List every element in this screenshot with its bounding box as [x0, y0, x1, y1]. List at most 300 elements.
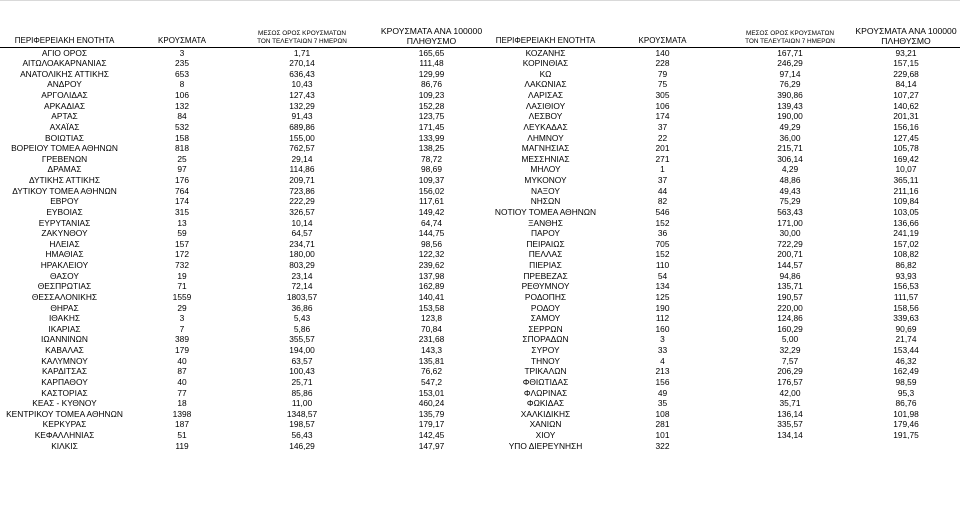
cases-cell: 35 — [657, 398, 668, 409]
avg-7day-cell: 134,14 — [777, 430, 803, 440]
table-row — [0, 218, 494, 229]
per-100k-cell: 162,89 — [418, 281, 445, 292]
table-row — [494, 377, 960, 388]
table-row — [494, 303, 960, 314]
region-cell: ΚΑΡΠΑΘΟΥ — [41, 376, 88, 387]
avg-7day-cell: 49,43 — [779, 185, 801, 196]
cases-cell: 732 — [175, 260, 189, 270]
per-100k-cell: 165,65 — [418, 47, 445, 58]
avg-7day-cell: 127,43 — [289, 90, 315, 100]
table-row — [0, 377, 494, 388]
region-cell: ΚΕΡΚΥΡΑΣ — [42, 419, 87, 430]
per-100k-cell: 86,76 — [421, 79, 442, 90]
table-row — [0, 58, 494, 69]
table-row — [494, 122, 960, 133]
table-row — [494, 111, 960, 122]
per-100k-cell: 140,41 — [418, 291, 445, 302]
region-cell: ΞΑΝΘΗΣ — [528, 217, 563, 228]
cases-table-left — [0, 22, 494, 451]
table-row — [0, 228, 494, 239]
avg-7day-cell: 76,29 — [779, 79, 801, 90]
region-cell: ΠΕΙΡΑΙΩΣ — [526, 238, 565, 249]
header-cases: ΚΡΟΥΣΜΑΤΑ — [638, 35, 687, 45]
region-cell: ΣΕΡΡΩΝ — [528, 323, 563, 334]
region-cell: ΜΥΚΟΝΟΥ — [524, 175, 567, 185]
cases-table-right — [494, 22, 960, 451]
cases-cell: 705 — [655, 238, 670, 249]
table-row — [0, 186, 494, 197]
table-row — [0, 313, 494, 324]
avg-7day-cell: 36,00 — [779, 132, 801, 143]
avg-7day-cell: 7,57 — [781, 355, 799, 366]
per-100k-cell: 111,48 — [419, 58, 444, 69]
avg-7day-cell: 689,86 — [289, 121, 315, 132]
region-cell: ΡΕΘΥΜΝΟΥ — [521, 281, 570, 292]
avg-7day-cell: 114,86 — [289, 164, 315, 175]
table-row — [0, 196, 494, 207]
cases-cell: 134 — [655, 281, 670, 292]
table-row — [494, 419, 960, 430]
per-100k-cell: 201,31 — [893, 111, 919, 122]
cases-cell: 37 — [657, 175, 668, 185]
avg-7day-cell: 563,43 — [777, 206, 803, 217]
region-cell: ΝΟΤΙΟΥ ΤΟΜΕΑ ΑΘΗΝΩΝ — [494, 206, 597, 217]
avg-7day-cell: 723,86 — [289, 185, 315, 196]
per-100k-cell: 138,25 — [418, 143, 445, 154]
table-row — [494, 324, 960, 335]
avg-7day-cell: 100,43 — [289, 366, 315, 377]
table-row — [494, 409, 960, 420]
per-100k-cell: 153,01 — [418, 387, 445, 398]
cases-cell: 532 — [175, 121, 189, 132]
per-100k-cell: 64,74 — [421, 217, 442, 228]
avg-7day-cell: 64,57 — [291, 228, 313, 239]
avg-7day-cell: 762,57 — [289, 143, 315, 154]
per-100k-cell: 339,63 — [893, 313, 919, 324]
header-per-100k: ΚΡΟΥΣΜΑΤΑ ΑΝΑ 100000 ΠΛΗΘΥΣΜΟ — [380, 25, 483, 46]
avg-7day-cell: 91,43 — [291, 111, 313, 122]
cases-cell: 3 — [179, 47, 185, 58]
region-cell: ΚΑΣΤΟΡΙΑΣ — [41, 387, 88, 398]
per-100k-cell: 239,62 — [418, 260, 445, 270]
cases-cell: 152 — [655, 249, 670, 260]
table-row — [0, 303, 494, 314]
header-per-100k: ΚΡΟΥΣΜΑΤΑ ΑΝΑ 100000 ΠΛΗΘΥΣΜΟ — [855, 25, 957, 46]
avg-7day-cell: 139,43 — [777, 100, 803, 111]
avg-7day-cell: 94,86 — [779, 270, 801, 281]
cases-cell: 190 — [655, 302, 670, 313]
per-100k-cell: 84,14 — [895, 79, 917, 90]
avg-7day-cell: 246,29 — [777, 58, 803, 69]
avg-7day-cell: 1348,57 — [286, 408, 318, 419]
cases-cell: 29 — [177, 302, 187, 313]
avg-7day-cell: 56,43 — [291, 430, 313, 440]
region-cell: ΗΛΕΙΑΣ — [49, 238, 80, 249]
avg-7day-cell: 326,57 — [289, 206, 315, 217]
avg-7day-cell: 206,29 — [777, 366, 803, 377]
avg-7day-cell: 97,14 — [779, 68, 801, 79]
cases-cell: 3 — [660, 334, 665, 345]
per-100k-cell: 78,72 — [421, 153, 442, 164]
table-row — [494, 398, 960, 409]
header-cases: ΚΡΟΥΣΜΑΤΑ — [158, 35, 206, 45]
region-cell: ΕΥΡΥΤΑΝΙΑΣ — [38, 217, 91, 228]
table-row — [0, 409, 494, 420]
avg-7day-cell: 124,86 — [777, 313, 803, 324]
per-100k-cell: 117,61 — [419, 196, 444, 207]
cases-cell: 764 — [175, 185, 189, 196]
per-100k-cell: 21,74 — [895, 334, 917, 345]
table-row — [494, 228, 960, 239]
avg-7day-cell: 5,86 — [293, 323, 311, 334]
per-100k-cell: 157,02 — [893, 238, 919, 249]
per-100k-cell: 140,62 — [893, 100, 919, 111]
cases-cell: 49 — [657, 387, 668, 398]
table-row — [0, 239, 494, 250]
avg-7day-cell: 10,43 — [291, 79, 313, 90]
region-cell: ΗΜΑΘΙΑΣ — [45, 249, 84, 260]
cases-cell: 33 — [657, 345, 668, 355]
region-cell: ΚΩ — [539, 68, 552, 79]
cases-cell: 174 — [175, 196, 189, 207]
region-cell: ΑΧΑΪΑΣ — [49, 121, 80, 132]
cases-cell: 97 — [177, 164, 187, 175]
cases-cell: 235 — [175, 58, 189, 69]
cases-cell: 75 — [657, 79, 668, 90]
region-cell: ΧΙΟΥ — [535, 430, 556, 440]
per-100k-cell — [852, 441, 960, 452]
cases-cell: 156 — [655, 376, 670, 387]
avg-7day-cell: 160,29 — [777, 323, 803, 334]
per-100k-cell: 46,32 — [895, 355, 917, 366]
table-row — [0, 292, 494, 303]
table-header-row — [494, 22, 960, 47]
cases-cell: 1559 — [172, 291, 192, 302]
avg-7day-cell: 35,71 — [779, 398, 801, 409]
region-cell: ΑΡΤΑΣ — [51, 111, 78, 122]
table-row — [494, 281, 960, 292]
region-cell: ΔΥΤΙΚΟΥ ΤΟΜΕΑ ΑΘΗΝΩΝ — [12, 185, 117, 196]
cases-cell: 119 — [175, 440, 189, 451]
table-row — [494, 313, 960, 324]
cases-cell: 172 — [175, 249, 189, 260]
per-100k-cell: 98,69 — [421, 164, 442, 175]
table-row — [0, 101, 494, 112]
per-100k-cell: 156,53 — [893, 281, 919, 292]
per-100k-cell: 76,62 — [421, 366, 442, 377]
table-row — [0, 154, 494, 165]
cases-cell: 18 — [177, 398, 187, 409]
table-row — [494, 334, 960, 345]
per-100k-cell: 95,3 — [897, 387, 915, 398]
per-100k-cell: 547,2 — [421, 376, 442, 387]
avg-7day-cell: 132,29 — [289, 100, 315, 111]
table-row — [494, 196, 960, 207]
per-100k-cell: 109,84 — [893, 196, 919, 207]
region-cell: ΝΑΞΟΥ — [531, 185, 560, 196]
cases-cell: 22 — [657, 132, 668, 143]
per-100k-cell: 108,82 — [893, 249, 919, 260]
avg-7day-cell: 200,71 — [777, 249, 803, 260]
table-row — [0, 356, 494, 367]
cases-cell: 174 — [655, 111, 670, 122]
per-100k-cell: 191,75 — [893, 430, 919, 440]
region-cell: ΝΗΣΩΝ — [530, 196, 561, 207]
per-100k-cell: 135,79 — [418, 408, 445, 419]
cases-cell: 653 — [175, 68, 189, 79]
per-100k-cell: 98,56 — [421, 238, 442, 249]
cases-cell: 82 — [657, 196, 668, 207]
per-100k-cell: 133,99 — [418, 132, 445, 143]
region-cell: ΥΠΟ ΔΙΕΡΕΥΝΗΣΗ — [508, 440, 583, 451]
region-cell: ΒΟΡΕΙΟΥ ΤΟΜΕΑ ΑΘΗΝΩΝ — [11, 143, 118, 154]
table-row — [0, 249, 494, 260]
avg-7day-cell: 10,14 — [291, 217, 313, 228]
per-100k-cell: 241,19 — [893, 228, 919, 239]
table-row — [0, 175, 494, 186]
table-row — [0, 143, 494, 154]
cases-cell: 54 — [657, 270, 668, 281]
header-avg-7day: ΜΕΣΟΣ ΟΡΟΣ ΚΡΟΥΣΜΑΤΩΝ ΤΟΝ ΤΕΛΕΥΤΑΙΩΝ 7 ΗΜΕΡΩΝ — [745, 29, 835, 45]
avg-7day-cell: 306,14 — [777, 153, 803, 164]
table-row — [0, 47, 494, 58]
header-avg-7day: ΜΕΣΟΣ ΟΡΟΣ ΚΡΟΥΣΜΑΤΩΝ ΤΟΝ ΤΕΛΕΥΤΑΙΩΝ 7 ΗΜΕΡΩΝ — [257, 29, 347, 45]
region-cell: ΦΘΙΩΤΙΔΑΣ — [522, 376, 569, 387]
per-100k-cell: 142,45 — [418, 430, 445, 440]
avg-7day-cell: 5,43 — [293, 313, 311, 324]
region-cell: ΧΑΝΙΩΝ — [529, 419, 562, 430]
per-100k-cell: 147,97 — [418, 440, 445, 451]
region-cell: ΚΕΝΤΡΙΚΟΥ ΤΟΜΕΑ ΑΘΗΝΩΝ — [6, 408, 123, 419]
table-row — [494, 47, 960, 58]
avg-7day-cell: 222,29 — [289, 196, 315, 207]
cases-cell: 157 — [175, 238, 189, 249]
region-cell: ΑΡΚΑΔΙΑΣ — [43, 100, 86, 111]
per-100k-cell: 105,78 — [893, 143, 919, 154]
per-100k-cell: 229,68 — [893, 68, 919, 79]
region-cell: ΕΒΡΟΥ — [50, 196, 79, 207]
avg-7day-cell: 36,86 — [291, 302, 313, 313]
region-cell: ΕΥΒΟΙΑΣ — [46, 206, 83, 217]
table-row — [0, 260, 494, 271]
table-header-row — [0, 22, 494, 47]
per-100k-cell: 109,23 — [418, 90, 445, 100]
per-100k-cell: 93,93 — [895, 270, 917, 281]
region-cell: ΠΡΕΒΕΖΑΣ — [523, 270, 568, 281]
region-cell: ΓΡΕΒΕΝΩΝ — [41, 153, 88, 164]
region-cell: ΑΝΑΤΟΛΙΚΗΣ ΑΤΤΙΚΗΣ — [20, 68, 109, 79]
region-cell: ΠΕΛΛΑΣ — [528, 249, 563, 260]
table-row — [494, 366, 960, 377]
avg-7day-cell: 1,71 — [293, 47, 311, 58]
cases-cell: 37 — [657, 121, 668, 132]
avg-7day-cell: 335,57 — [777, 419, 803, 430]
region-cell: ΔΡΑΜΑΣ — [47, 164, 82, 175]
header-region: ΠΕΡΙΦΕΡΕΙΑΚΗ ΕΝΟΤΗΤΑ — [495, 35, 596, 45]
region-cell: ΛΑΣΙΘΙΟΥ — [525, 100, 566, 111]
avg-7day-cell: 1803,57 — [286, 291, 318, 302]
table-row — [0, 271, 494, 282]
table-row — [494, 90, 960, 101]
avg-7day-cell: 144,57 — [777, 260, 803, 270]
table-row — [0, 419, 494, 430]
per-100k-cell: 153,58 — [418, 302, 445, 313]
cases-cell: 59 — [177, 228, 187, 239]
avg-7day-cell: 176,57 — [777, 376, 803, 387]
cases-cell: 112 — [655, 313, 670, 324]
cases-cell: 87 — [177, 366, 187, 377]
cases-cell: 108 — [655, 408, 670, 419]
table-row — [494, 207, 960, 218]
region-cell: ΜΕΣΣΗΝΙΑΣ — [521, 153, 570, 164]
avg-7day-cell: 270,14 — [289, 58, 315, 69]
table-row — [0, 207, 494, 218]
table-row — [494, 186, 960, 197]
avg-7day-cell: 85,86 — [291, 387, 313, 398]
avg-7day-cell: 146,29 — [289, 440, 315, 451]
table-row — [0, 441, 494, 452]
cases-cell: 51 — [177, 430, 187, 440]
per-100k-cell: 149,42 — [418, 206, 445, 217]
per-100k-cell: 122,32 — [418, 249, 445, 260]
avg-7day-cell: 29,14 — [291, 153, 313, 164]
table-row — [494, 58, 960, 69]
avg-7day-cell: 194,00 — [289, 345, 315, 355]
table-row — [0, 398, 494, 409]
avg-7day-cell: 48,86 — [779, 175, 801, 185]
avg-7day-cell: 198,57 — [289, 419, 315, 430]
region-cell: ΘΕΣΠΡΩΤΙΑΣ — [37, 281, 92, 292]
region-cell: ΤΗΝΟΥ — [530, 355, 561, 366]
cases-cell: 77 — [177, 387, 187, 398]
region-cell: ΚΑΛΥΜΝΟΥ — [41, 355, 88, 366]
cases-cell: 106 — [175, 90, 189, 100]
avg-7day-cell: 355,57 — [289, 334, 315, 345]
region-cell: ΡΟΔΟΥ — [530, 302, 561, 313]
region-cell: ΛΑΚΩΝΙΑΣ — [524, 79, 567, 90]
per-100k-cell: 158,56 — [893, 302, 919, 313]
table-row — [494, 271, 960, 282]
avg-7day-cell: 167,71 — [777, 47, 803, 58]
cases-cell: 79 — [657, 68, 668, 79]
region-cell: ΚΑΡΔΙΤΣΑΣ — [41, 366, 88, 377]
avg-7day-cell: 803,29 — [289, 260, 315, 270]
cases-cell: 101 — [655, 430, 670, 440]
avg-7day-cell: 49,29 — [779, 121, 801, 132]
cases-cell: 13 — [177, 217, 187, 228]
cases-cell: 7 — [179, 323, 185, 334]
region-cell: ΚΕΦΑΛΛΗΝΙΑΣ — [34, 430, 95, 440]
cases-cell: 281 — [655, 419, 670, 430]
table-row — [494, 430, 960, 441]
table-row — [494, 260, 960, 271]
per-100k-cell: 111,57 — [893, 291, 919, 302]
table-row — [0, 388, 494, 399]
per-100k-cell: 98,59 — [895, 376, 917, 387]
region-cell: ΤΡΙΚΑΛΩΝ — [524, 366, 567, 377]
per-100k-cell: 70,84 — [421, 323, 442, 334]
per-100k-cell: 86,82 — [895, 260, 917, 270]
region-cell: ΣΠΟΡΑΔΩΝ — [522, 334, 569, 345]
table-row — [494, 175, 960, 186]
region-cell: ΑΓΙΟ ΟΡΟΣ — [41, 47, 88, 58]
per-100k-cell: 231,68 — [418, 334, 445, 345]
avg-7day-cell: 72,14 — [291, 281, 313, 292]
per-100k-cell: 365,11 — [893, 175, 919, 185]
cases-cell: 546 — [655, 206, 670, 217]
table-row — [0, 90, 494, 101]
per-100k-cell: 179,46 — [893, 419, 919, 430]
cases-cell: 125 — [655, 291, 670, 302]
avg-7day-cell: 135,71 — [777, 281, 803, 292]
table-row — [494, 239, 960, 250]
per-100k-cell: 109,37 — [418, 175, 445, 185]
table-row — [494, 218, 960, 229]
region-cell: ΛΕΣΒΟΥ — [528, 111, 563, 122]
avg-7day-cell: 209,71 — [289, 175, 315, 185]
per-100k-cell: 460,24 — [418, 398, 445, 409]
per-100k-cell: 93,21 — [895, 47, 917, 58]
avg-7day-cell: 5,00 — [781, 334, 799, 345]
table-body-left — [0, 47, 494, 451]
table-row — [494, 79, 960, 90]
avg-7day-cell: 180,00 — [289, 249, 315, 260]
region-cell: ΚΑΒΑΛΑΣ — [45, 345, 84, 355]
table-row — [494, 133, 960, 144]
avg-7day-cell: 75,29 — [779, 196, 801, 207]
region-cell: ΙΩΑΝΝΙΝΩΝ — [41, 334, 88, 345]
table-row — [0, 324, 494, 335]
avg-7day-cell: 234,71 — [289, 238, 315, 249]
region-cell: ΚΕΑΣ - ΚΥΘΝΟΥ — [32, 398, 97, 409]
avg-7day-cell: 390,86 — [777, 90, 803, 100]
region-cell: ΙΚΑΡΙΑΣ — [48, 323, 81, 334]
per-100k-cell: 179,17 — [418, 419, 445, 430]
table-row — [494, 249, 960, 260]
region-cell: ΛΑΡΙΣΑΣ — [527, 90, 564, 100]
avg-7day-cell: 11,00 — [291, 398, 313, 409]
cases-cell: 315 — [175, 206, 189, 217]
cases-cell: 271 — [655, 153, 670, 164]
cases-cell: 176 — [175, 175, 189, 185]
region-cell: ΚΟΡΙΝΘΙΑΣ — [522, 58, 569, 69]
cases-cell: 322 — [655, 440, 670, 451]
cases-cell: 106 — [655, 100, 670, 111]
per-100k-cell: 86,76 — [895, 398, 917, 409]
cases-cell: 40 — [177, 355, 187, 366]
per-100k-cell: 136,66 — [893, 217, 919, 228]
header-region: ΠΕΡΙΦΕΡΕΙΑΚΗ ΕΝΟΤΗΤΑ — [14, 35, 115, 45]
table-row — [494, 388, 960, 399]
avg-7day-cell: 23,14 — [291, 270, 313, 281]
per-100k-cell: 123,8 — [421, 313, 442, 324]
region-cell: ΑΡΓΟΛΙΔΑΣ — [41, 90, 88, 100]
avg-7day-cell: 32,29 — [779, 345, 801, 355]
region-cell: ΚΟΖΑΝΗΣ — [525, 47, 566, 58]
avg-7day-cell: 190,00 — [777, 111, 803, 122]
table-row — [0, 345, 494, 356]
cases-cell: 305 — [655, 90, 670, 100]
region-cell: ΦΛΩΡΙΝΑΣ — [523, 387, 568, 398]
per-100k-cell: 162,49 — [893, 366, 919, 377]
avg-7day-cell: 636,43 — [289, 68, 315, 79]
avg-7day-cell: 190,57 — [777, 291, 803, 302]
table-row — [494, 164, 960, 175]
avg-7day-cell: 136,14 — [777, 408, 803, 419]
per-100k-cell: 137,98 — [418, 270, 445, 281]
region-cell: ΘΑΣΟΥ — [50, 270, 79, 281]
cases-cell: 179 — [175, 345, 189, 355]
